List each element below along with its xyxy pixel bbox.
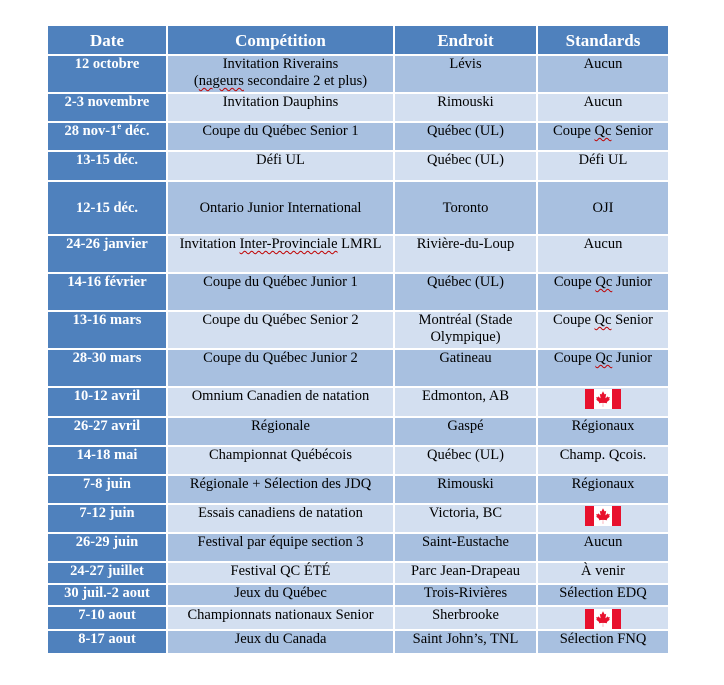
standards-text: Coupe — [553, 312, 595, 328]
venue-cell: Victoria, BC — [394, 504, 537, 533]
venue-cell: Montréal (Stade Olympique) — [394, 311, 537, 349]
venue-cell: Edmonton, AB — [394, 387, 537, 417]
competition-text: Invitation — [179, 236, 240, 252]
canada-flag-icon — [585, 609, 621, 629]
table-row — [47, 504, 669, 533]
date-cell: 2-3 novembre — [47, 93, 167, 122]
table-row — [47, 606, 669, 630]
date-cell: 26-29 juin — [47, 533, 167, 562]
date-superscript: e — [117, 121, 122, 132]
table-row — [47, 235, 669, 273]
venue-cell: Toronto — [394, 181, 537, 235]
venue-cell: Parc Jean-Drapeau — [394, 562, 537, 584]
standards-text: Senior — [611, 123, 653, 139]
date-cell: 12 octobre — [47, 55, 167, 93]
venue-cell: Gaspé — [394, 417, 537, 446]
table-row — [47, 151, 669, 181]
standards-text: Coupe — [553, 274, 596, 290]
competition-cell: Omnium Canadien de natation — [167, 387, 394, 417]
canada-flag-icon — [585, 389, 621, 409]
date-cell: 30 juil.-2 aout — [47, 584, 167, 606]
competition-cell: Championnat Québécois — [167, 446, 394, 475]
standards-cell: Aucun — [537, 235, 669, 273]
venue-cell: Sherbrooke — [394, 606, 537, 630]
competition-text: Invitation Riverains — [222, 56, 339, 72]
standards-cell: Aucun — [537, 93, 669, 122]
standards-text-flagged: Qc — [594, 312, 612, 328]
competition-cell: Régionale + Sélection des JDQ — [167, 475, 394, 504]
standards-text: Junior — [612, 274, 653, 290]
competition-cell: Championnats nationaux Senior — [167, 606, 394, 630]
table-row — [47, 417, 669, 446]
date-cell: 13-16 mars — [47, 311, 167, 349]
standards-text-flagged: Qc — [595, 274, 613, 290]
table-row — [47, 562, 669, 584]
standards-text: Senior — [611, 312, 653, 328]
paren-open: ( — [193, 73, 199, 89]
standards-cell — [537, 606, 669, 630]
venue-cell: Rivière-du-Loup — [394, 235, 537, 273]
standards-cell — [537, 311, 669, 349]
standards-text-flagged: Qc — [594, 123, 612, 139]
standards-cell: Sélection EDQ — [537, 584, 669, 606]
date-cell: 14-16 février — [47, 273, 167, 311]
venue-cell: Québec (UL) — [394, 446, 537, 475]
date-cell: 12-15 déc. — [47, 181, 167, 235]
competition-cell: Coupe du Québec Junior 1 — [167, 273, 394, 311]
competition-cell: Invitation Dauphins — [167, 93, 394, 122]
competition-cell — [167, 235, 394, 273]
date-cell: 24-27 juillet — [47, 562, 167, 584]
table-row — [47, 311, 669, 349]
date-text: déc. — [121, 123, 150, 139]
standards-text: Coupe — [553, 123, 595, 139]
table-row — [47, 273, 669, 311]
competition-cell — [167, 55, 394, 93]
table-row — [47, 122, 669, 151]
competition-cell: Régionale — [167, 417, 394, 446]
header-date: Date — [47, 25, 167, 55]
competition-cell: Festival QC ÉTÉ — [167, 562, 394, 584]
date-cell: 26-27 avril — [47, 417, 167, 446]
standards-text-flagged: Qc — [595, 350, 613, 366]
venue-cell: Gatineau — [394, 349, 537, 387]
venue-cell: Saint John’s, TNL — [394, 630, 537, 654]
standards-text: Coupe — [553, 350, 596, 366]
date-cell: 28-30 mars — [47, 349, 167, 387]
venue-cell: Rimouski — [394, 475, 537, 504]
competition-cell: Jeux du Canada — [167, 630, 394, 654]
table-row — [47, 93, 669, 122]
standards-cell: Sélection FNQ — [537, 630, 669, 654]
standards-text: Junior — [612, 350, 653, 366]
header-competition: Compétition — [167, 25, 394, 55]
date-cell: 7-8 juin — [47, 475, 167, 504]
table-row — [47, 630, 669, 654]
competition-cell: Jeux du Québec — [167, 584, 394, 606]
venue-cell: Trois-Rivières — [394, 584, 537, 606]
competition-text: LMRL — [337, 236, 382, 252]
standards-cell — [537, 273, 669, 311]
standards-cell — [537, 122, 669, 151]
standards-cell — [537, 387, 669, 417]
table-row — [47, 584, 669, 606]
canada-flag-icon — [585, 506, 621, 526]
standards-cell: À venir — [537, 562, 669, 584]
standards-cell — [537, 349, 669, 387]
table-row — [47, 55, 669, 93]
table-row — [47, 349, 669, 387]
table-row — [47, 475, 669, 504]
date-cell: 10-12 avril — [47, 387, 167, 417]
header-venue: Endroit — [394, 25, 537, 55]
date-cell: 7-10 aout — [47, 606, 167, 630]
table-row — [47, 533, 669, 562]
table-row — [47, 387, 669, 417]
competition-text-flagged: Inter-Provinciale — [239, 236, 338, 252]
table-row — [47, 446, 669, 475]
standards-cell: Régionaux — [537, 475, 669, 504]
competition-cell: Essais canadiens de natation — [167, 504, 394, 533]
venue-cell: Saint-Eustache — [394, 533, 537, 562]
competition-text-flagged: nageurs — [198, 73, 244, 89]
header-standards: Standards — [537, 25, 669, 55]
standards-cell: Champ. Qcois. — [537, 446, 669, 475]
date-cell: 13-15 déc. — [47, 151, 167, 181]
date-text: 28 nov-1 — [64, 123, 118, 139]
venue-cell: Québec (UL) — [394, 273, 537, 311]
date-cell: 24-26 janvier — [47, 235, 167, 273]
competition-cell: Coupe du Québec Senior 2 — [167, 311, 394, 349]
venue-cell: Rimouski — [394, 93, 537, 122]
standards-cell — [537, 504, 669, 533]
competition-schedule-table — [46, 24, 670, 655]
date-cell: 14-18 mai — [47, 446, 167, 475]
standards-cell: Régionaux — [537, 417, 669, 446]
standards-cell: OJI — [537, 181, 669, 235]
standards-cell: Aucun — [537, 533, 669, 562]
competition-cell: Ontario Junior International — [167, 181, 394, 235]
competition-cell: Coupe du Québec Junior 2 — [167, 349, 394, 387]
venue-cell: Québec (UL) — [394, 122, 537, 151]
table-row — [47, 181, 669, 235]
venue-cell: Lévis — [394, 55, 537, 93]
standards-cell: Aucun — [537, 55, 669, 93]
date-cell — [47, 122, 167, 151]
date-cell: 7-12 juin — [47, 504, 167, 533]
competition-text: secondaire 2 et plus) — [243, 73, 368, 89]
date-cell: 8-17 aout — [47, 630, 167, 654]
venue-cell: Québec (UL) — [394, 151, 537, 181]
standards-cell: Défi UL — [537, 151, 669, 181]
competition-cell: Défi UL — [167, 151, 394, 181]
header-row — [47, 25, 669, 55]
competition-cell: Festival par équipe section 3 — [167, 533, 394, 562]
competition-cell: Coupe du Québec Senior 1 — [167, 122, 394, 151]
